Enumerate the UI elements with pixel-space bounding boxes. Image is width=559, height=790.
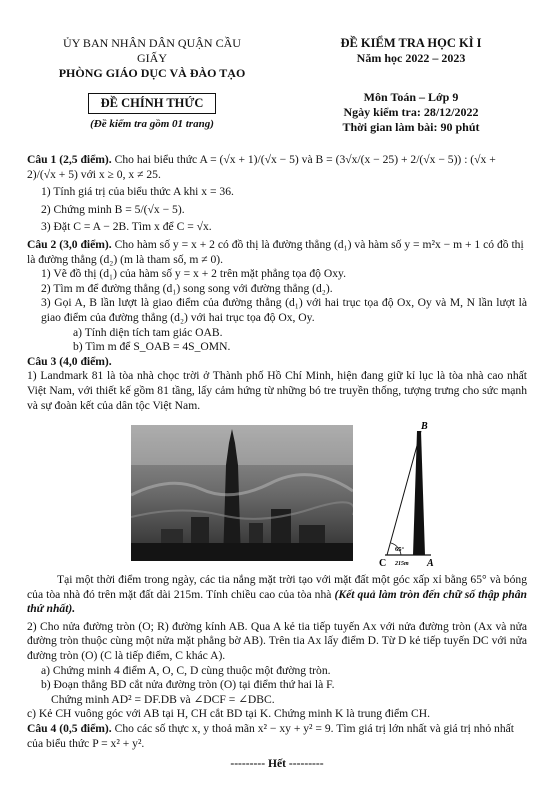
q4-heading: Câu 4 (0,5 điểm). xyxy=(27,722,112,736)
education-office: PHÒNG GIÁO DỤC VÀ ĐÀO TẠO xyxy=(58,66,246,80)
length-label: 215m xyxy=(395,561,409,568)
label-b: B xyxy=(421,421,428,433)
subject: Môn Toán – Lớp 9 xyxy=(363,90,459,104)
exam-body xyxy=(27,153,527,772)
exam-title: ĐỀ KIỂM TRA HỌC KÌ I xyxy=(340,36,482,50)
q3-part1b: Tại một thời điểm trong ngày, các tia nắng mặt trời tạo với mặt đất một góc xấp xỉ bằng 65° và bóng của tòa nhà đó trên mặt đất dài 215m. Tính chiều cao của tòa nhà (Kết quả làm tròn đến chữ số thập phân thứ nhất). xyxy=(27,573,527,616)
q3-part2c: c) Kẻ CH vuông góc với AB tại H, CH cắt BD tại K. Chứng minh K là trung điểm CH. xyxy=(27,707,431,721)
q2-part2: 2) Tìm m để đường thẳng (d₁) song song với đường thẳng (d₂). xyxy=(41,281,333,295)
rounding-note: (Kết quả làm tròn đến chữ số thập phân thứ nhất). xyxy=(27,587,527,616)
landmark81-photo xyxy=(131,425,353,561)
q1-part2: 2) Chứng minh B = 5/(√x − 5). xyxy=(41,202,185,216)
q3-part2: 2) Cho nửa đường tròn (O; R) đường kính AB. Qua A kẻ tia tiếp tuyến Ax với nửa đường tròn (Ax và nửa đường tròn thuộc cùng một nửa mặt phẳng bờ AB). Trên tia Ax lấy điểm D. Từ D kẻ tiếp tuyến DC với nửa đường tròn (O) (C là tiếp điểm, C khác A). xyxy=(27,619,527,663)
exam-date: Ngày kiểm tra: 28/12/2022 xyxy=(343,105,479,119)
q3-part2b2: Chứng minh AD² = DF.DB và ∠DCF = ∠DBC. xyxy=(51,692,275,706)
triangle-diagram xyxy=(375,419,445,569)
end-marker: --------- Hết --------- xyxy=(230,757,324,771)
q3-part2b: b) Đoạn thẳng BD cắt nửa đường tròn (O) tại điểm thứ hai là F. xyxy=(41,678,335,692)
q1-part3: 3) Đặt C = A − 2B. Tìm x để C = √x. xyxy=(41,220,212,234)
q4: Câu 4 (0,5 điểm). Cho các số thực x, y thoả mãn x² − xy + y² = 9. Tìm giá trị lớn nhất và giá trị nhỏ nhất của biểu thức P = x² + y². xyxy=(27,722,514,750)
q1-intro: Câu 1 (2,5 điểm). Cho hai biểu thức A = (√x + 1)/(√x − 5) và B = (3√x/(x − 25) + 2/(√x − 5)) : (√x + 2)/(√x + 5) với x ≥ 0, x ≠ 25. xyxy=(27,153,496,181)
q2-part1: 1) Vẽ đồ thị (d₁) của hàm số y = x + 2 trên mặt phẳng tọa độ Oxy. xyxy=(41,267,346,281)
landmark-figure xyxy=(27,419,527,569)
q2-intro: Câu 2 (3,0 điểm). Cho hàm số y = x + 2 có đồ thị là đường thẳng (d₁) và hàm số y = m²x − m + 1 có đồ thị là đường thẳng (d₂) (m là tham số, m ≠ 0). xyxy=(27,237,524,266)
district-committee: ỦY BAN NHÂN DÂN QUẬN CẦU GIẤY xyxy=(63,36,241,65)
q2-heading: Câu 2 (3,0 điểm). xyxy=(27,237,112,251)
label-a: A xyxy=(427,558,434,570)
official-exam-box: ĐỀ CHÍNH THỨC xyxy=(88,93,217,114)
exam-duration: Thời gian làm bài: 90 phút xyxy=(342,120,480,134)
q2-part3a: a) Tính diện tích tam giác OAB. xyxy=(73,325,223,339)
angle-label: 65° xyxy=(395,546,405,554)
school-year: Năm học 2022 – 2023 xyxy=(356,51,466,65)
header-left xyxy=(52,36,252,132)
q2-part3: 3) Gọi A, B lần lượt là giao điểm của đường thẳng (d₁) với hai trục tọa độ Ox, Oy và M, N lần lượt là giao điểm của đường thẳng (d₂) với hai trục tọa độ Ox, Oy. xyxy=(41,296,527,324)
q3-heading: Câu 3 (4,0 điểm). xyxy=(27,354,112,368)
q3-part2a: a) Chứng minh 4 điểm A, O, C, D cùng thuộc một đường tròn. xyxy=(41,663,331,677)
q1-heading: Câu 1 (2,5 điểm). xyxy=(27,153,112,166)
page-count-note: (Đề kiểm tra gồm 01 trang) xyxy=(90,118,214,130)
label-c: C xyxy=(379,558,387,570)
q2-part3b: b) Tìm m để S_OAB = 4S_OMN. xyxy=(73,340,231,354)
q1-part1: 1) Tính giá trị của biểu thức A khi x = 36. xyxy=(41,185,234,199)
q3-part1: 1) Landmark 81 là tòa nhà chọc trời ở Thành phố Hồ Chí Minh, hiện đang giữ kỉ lục là tòa nhà cao nhất Việt Nam, với thiết kế gồm 81 tầng, lấy cảm hứng từ những bó tre truyền thống, tượng trưng cho sức mạnh và sự đoàn kết của dân tộc Việt Nam. xyxy=(27,369,527,412)
header-right xyxy=(296,36,526,135)
